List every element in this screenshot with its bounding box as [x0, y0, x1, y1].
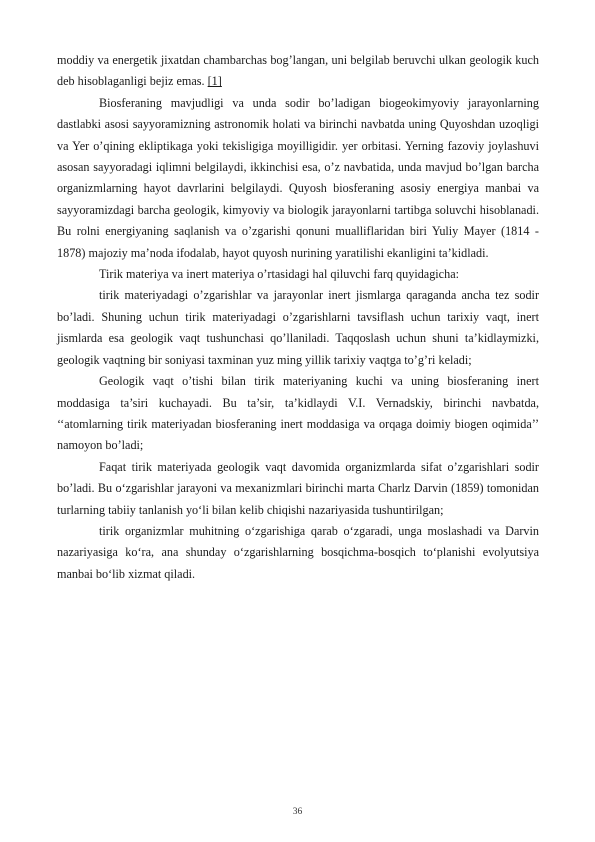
paragraph-6: Faqat tirik materiyada geologik vaqt davomida organizmlarda sifat o’zgarishlari sodir bo’ladi. Bu o‘zgarishlar jarayoni va mexanizmlari birinchi marta Charlz Darvin (1859) tomonidan turlarning tabiiy tanlanish yo‘li bilan kelib chiqishi nazariyasida tushuntirilgan; — [57, 459, 539, 517]
paragraph-2: Biosferaning mavjudligi va unda sodir bo’ladigan biogeokimyoviy jarayonlarning dastlabki asosi sayyoramizning astronomik holati va birinchi navbatda uning Quyoshdan uzoqligi va Yer o’qining ekliptikaga yoki tekisligiga moyilligidir. yer orbitasi. Yerning fazoviy joylashuvi asosan sayyoradagi iqlimni belgilaydi, ikkinchisi esa, o’z navbatida, unda mavjud bo’lgan barcha organizmlarning hayot davrlarini belgilaydi. Quyosh biosferaning asosiy energiya manbai va sayyoramizdagi barcha geologik, kimyoviy va biologik jarayonlarni tartibga soluvchi hisoblanadi. Bu rolni energiyaning saqlanish va o’zgarishi qonuni mualliflaridan biri Yuliy Mayer (1814 - 1878) majoziy ma’noda ifodalab, hayot quyosh nurining yaratilishi ekanligini ta’kidladi. — [57, 95, 539, 260]
paragraph-1 — [57, 50, 539, 93]
paragraph-7: tirik organizmlar muhitning o‘zgarishiga qarab o‘zgaradi, unga moslashadi va Darvin nazariyasiga ko‘ra, ana shunday o‘zgarishlarning bosqichma-bosqich to‘planishi evolyutsiya manbai bo‘lib xizmat qiladi. — [57, 523, 539, 581]
document-body — [57, 50, 539, 585]
paragraph-3: Tirik materiya va inert materiya o’rtasidagi hal qiluvchi farq quyidagicha: — [99, 267, 459, 282]
paragraph-1-text: moddiy va energetik jixatdan chambarchas bog’langan, uni belgilab beruvchi ulkan geologik kuch deb hisoblaganligi bejiz emas. — [57, 53, 539, 89]
reference-link[interactable]: [1] — [207, 74, 222, 89]
paragraph-4: tirik materiyadagi o’zgarishlar va jarayonlar inert jismlarga qaraganda ancha tez sodir bo’ladi. Shuning uchun tirik materiyadagi o’zgarishlarni tavsiflash uchun tarixiy vaqt, inert jismlarda esa geologik vaqt tushunchasi qo’llaniladi. Taqqoslash uchun shuni ta’kidlaymizki, geologik vaqtning bir soniyasi taxminan yuz ming yillik tarixiy vaqtga to’g’ri keladi; — [57, 288, 539, 367]
page-number: 36 — [292, 807, 303, 817]
paragraph-5: Geologik vaqt o’tishi bilan tirik materiyaning kuchi va uning biosferaning inert moddasiga ta’siri kuchayadi. Bu ta’sir, ta’kidlaydi V.I. Vernadskiy, birinchi navbatda, ‘‘atomlarning tirik materiyadan biosferaning inert moddasiga va orqaga doimiy biogen oqimida’’ namoyon bo’ladi; — [57, 374, 539, 453]
